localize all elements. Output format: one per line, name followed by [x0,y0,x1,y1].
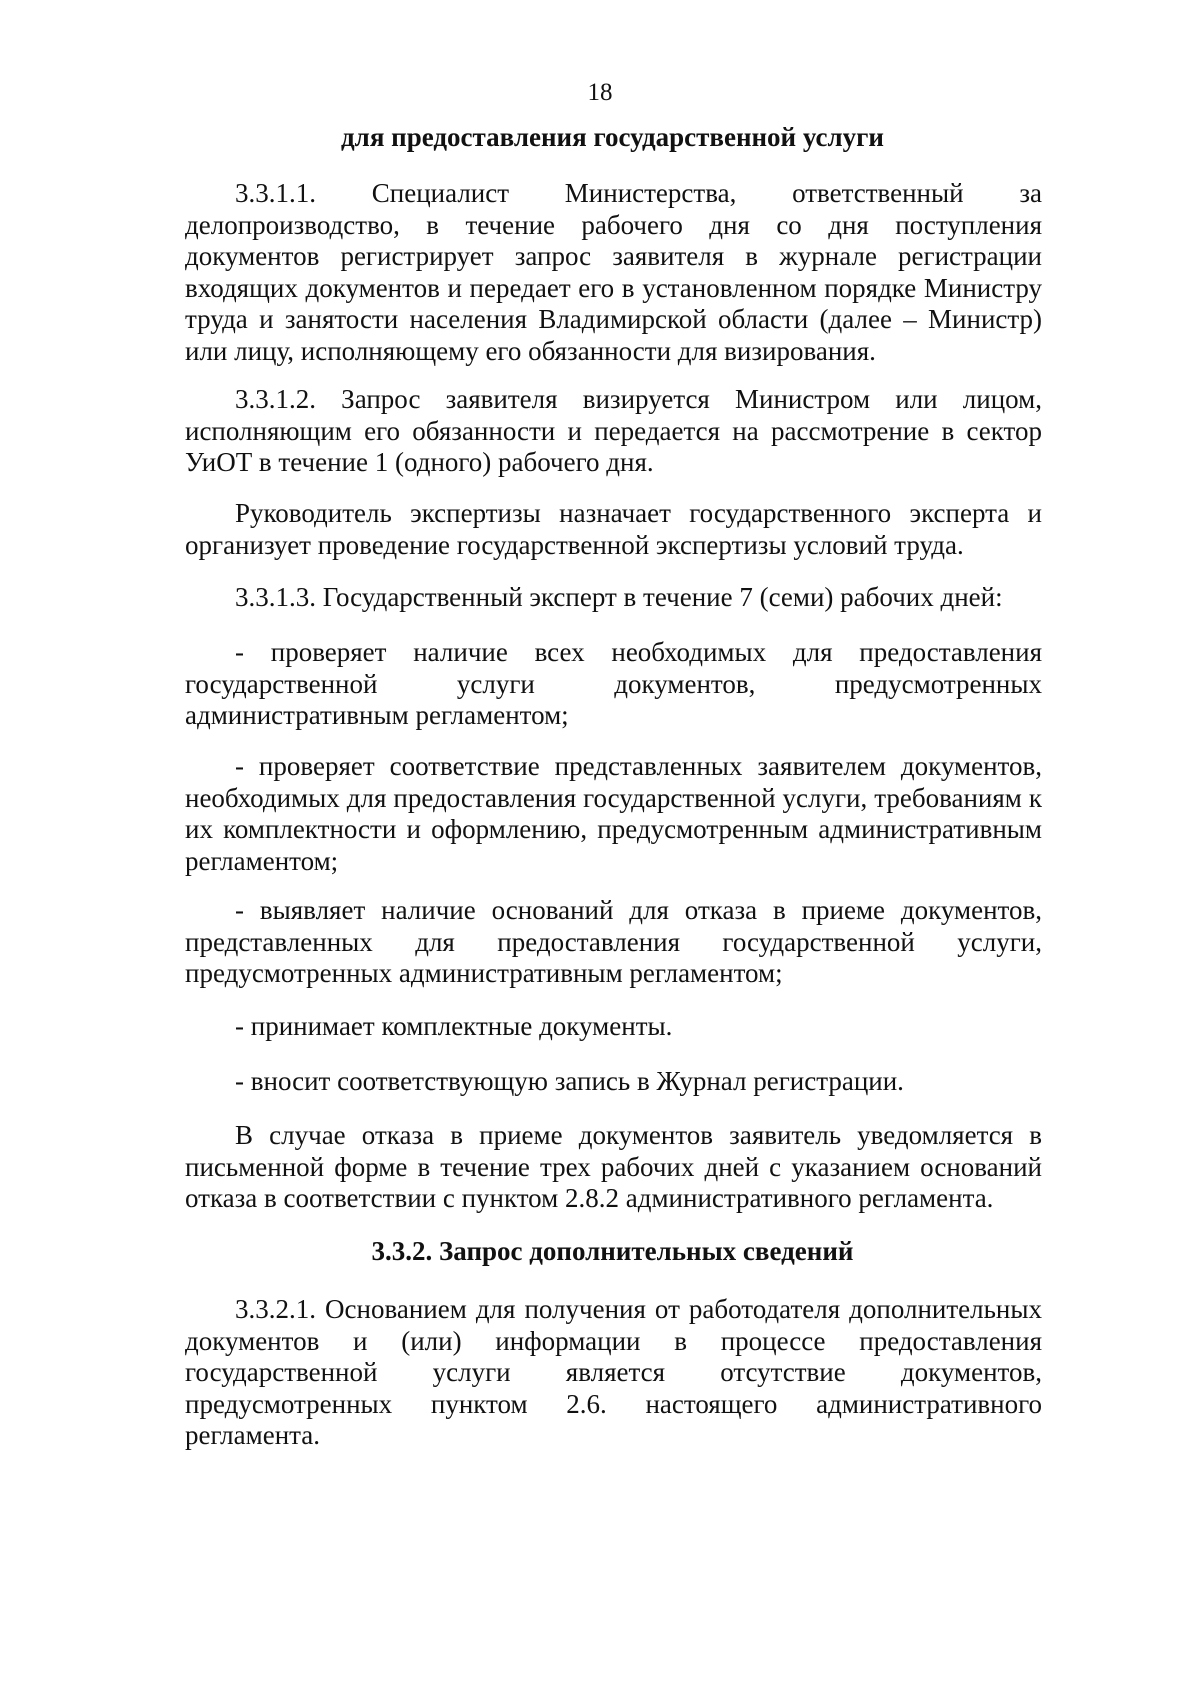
list-item-register-entry: - вносит соответствующую запись в Журнал регистрации. [235,1066,904,1096]
section-heading-3-3-2: 3.3.2. Запрос дополнительных сведений [371,1236,854,1266]
paragraph-3-3-1-1: 3.3.1.1. Специалист Министерства, ответственный за делопроизводство, в течение рабочего дня со дня поступления документов регистрирует запрос заявителя в журнале регистрации входящих документов и передает его в установленном порядке Министру труда и занятости населения Владимирской области (далее – Министр) или лицу, исполняющему его обязанности для визирования. [185,178,1042,366]
list-item-check-compliance: - проверяет соответствие представленных заявителем документов, необходимых для предоставления государственной услуги, требованиям к их комплектности и оформлению, предусмотренным административным регламентом; [185,751,1042,876]
list-item-accept-documents: - принимает комплектные документы. [235,1011,673,1041]
list-item-identify-refusal-grounds: - выявляет наличие оснований для отказа в приеме документов, представленных для предоставления государственной услуги, предусмотренных административным регламентом; [185,895,1042,988]
heading-continuation: для предоставления государственной услуги [341,122,884,152]
paragraph-3-3-1-2: 3.3.1.2. Запрос заявителя визируется Министром или лицом, исполняющим его обязанности и передается на рассмотрение в сектор УиОТ в течение 1 (одного) рабочего дня. [185,384,1042,477]
paragraph-3-3-2-1: 3.3.2.1. Основанием для получения от работодателя дополнительных документов и (или) информации в процессе предоставления государственной услуги является отсутствие документов, предусмотренных пунктом 2.6. настоящего административного регламента. [185,1294,1042,1450]
paragraph-refusal-notice: В случае отказа в приеме документов заявитель уведомляется в письменной форме в течение трех рабочих дней с указанием оснований отказа в соответствии с пунктом 2.8.2 административного регламента. [185,1120,1042,1213]
page-number: 18 [587,79,613,106]
list-item-check-documents: - проверяет наличие всех необходимых для предоставления государственной услуги документов, предусмотренных административным регламентом; [185,637,1042,730]
paragraph-expert-assignment: Руководитель экспертизы назначает государственного эксперта и организует проведение государственной экспертизы условий труда. [185,498,1042,560]
paragraph-3-3-1-3: 3.3.1.3. Государственный эксперт в течение 7 (семи) рабочих дней: [235,582,1003,612]
